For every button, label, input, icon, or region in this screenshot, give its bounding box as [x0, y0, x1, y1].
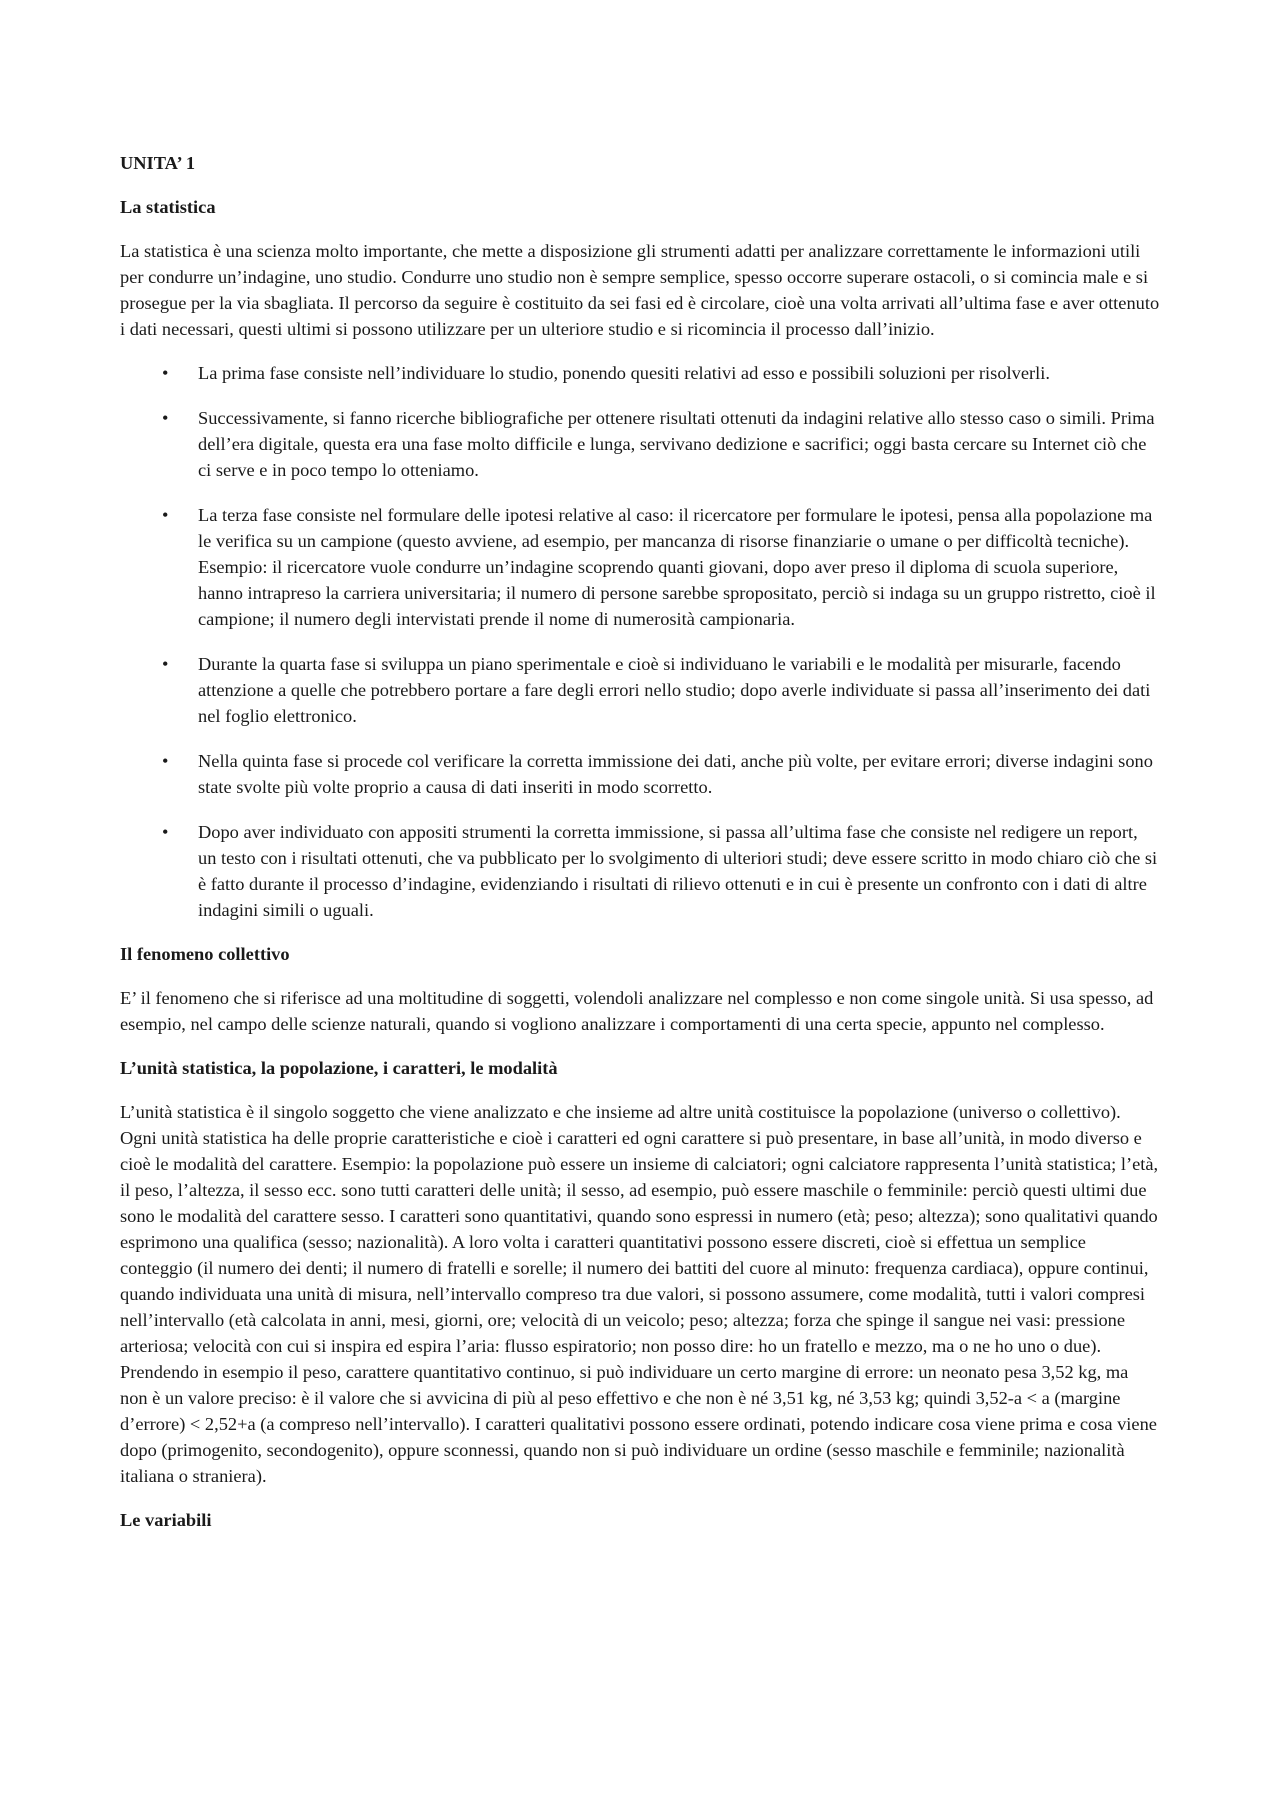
list-item-text: La terza fase consiste nel formulare delle ipotesi relative al caso: il ricercatore per formulare le ipotesi, pensa alla popolazione ma le verifica su un campione (questo avviene, ad esempio, per mancanza di risorse finanziarie o umane o per difficoltà tecniche). Esempio: il ricercatore vuole condurre un’indagine scoprendo quanti giovani, dopo aver preso il diploma di scuola superiore, hanno intrapreso la carriera universitaria; il numero di persone sarebbe spropositato, perciò si indaga su un gruppo ristretto, cioè il campione; il numero degli intervistati prende il nome di numerosità campionaria. — [198, 505, 1156, 629]
section-heading-fenomeno-collettivo: Il fenomeno collettivo — [120, 944, 290, 964]
list-item-text: La prima fase consiste nell’individuare lo studio, ponendo quesiti relativi ad esso e possibili soluzioni per risolverli. — [198, 363, 1050, 383]
paragraph-unita-statistica: L’unità statistica è il singolo soggetto che viene analizzato e che insieme ad altre unità costituisce la popolazione (universo o collettivo). Ogni unità statistica ha delle proprie caratteristiche e cioè i caratteri ed ogni carattere si può presentare, in base all’unità, in modo diverso e cioè le modalità del carattere. Esempio: la popolazione può essere un insieme di calciatori; ogni calciatore rappresenta l’unità statistica; l’età, il peso, l’altezza, il sesso ecc. sono tutti caratteri delle unità; il sesso, ad esempio, può essere maschile o femminile: perciò questi ultimi due sono le modalità del carattere sesso. I caratteri sono quantitativi, quando sono espressi in numero (età; peso; altezza); sono qualitativi quando esprimono una qualifica (sesso; nazionalità). A loro volta i caratteri quantitativi possono essere discreti, cioè si effettua un semplice conteggio (il numero dei denti; il numero di fratelli e sorelle; il numero dei battiti del cuore al minuto: frequenza cardiaca), oppure continui, quando individuata una unità di misura, nell’intervallo compreso tra due valori, si possono assumere, come modalità, tutti i valori compresi nell’intervallo (età calcolata in anni, mesi, giorni, ore; velocità di un veicolo; peso; altezza; forza che spinge il sangue nei vasi: pressione arteriosa; velocità con cui si inspira ed espira l’aria: flusso espiratorio; non posso dire: ho un fratello e mezzo, ma o ne ho uno o due). Prendendo in esempio il peso, carattere quantitativo continuo, si può individuare un certo margine di errore: un neonato pesa 3,52 kg, ma non è un valore preciso: è il valore che si avvicina di più al peso effettivo e che non è né 3,51 kg, né 3,53 kg; quindi 3,52-a < a (margine d’errore) < 2,52+a (a compreso nell’intervallo). I caratteri qualitativi possono essere ordinati, potendo indicare cosa viene prima e cosa viene dopo (primogenito, secondogenito), oppure sconnessi, quando non si può individuare un ordine (sesso maschile e femminile; nazionalità italiana o straniera). — [120, 1102, 1159, 1486]
list-item-text: Dopo aver individuato con appositi strumenti la corretta immissione, si passa all’ultima fase che consiste nel redigere un report, un testo con i risultati ottenuti, che va pubblicato per lo svolgimento di ulteriori studi; deve essere scritto in modo chiaro ciò che si è fatto durante il processo d’indagine, evidenziando i risultati di rilievo ottenuti e in cui è presente un confronto con i dati di altre indagini simili o uguali. — [198, 822, 1158, 920]
list-item — [120, 502, 1160, 632]
list-item — [120, 651, 1160, 729]
unit-title: UNITA’ 1 — [120, 153, 196, 173]
list-item-text: Durante la quarta fase si sviluppa un piano sperimentale e cioè si individuano le variabili e le modalità per misurarle, facendo attenzione a quelle che potrebbero portare a fare degli errori nello studio; dopo averle individuate si passa all’inserimento dei dati nel foglio elettronico. — [198, 654, 1151, 726]
phases-list — [120, 360, 1160, 923]
section-heading-variabili: Le variabili — [120, 1510, 212, 1530]
bullet-icon: • — [162, 751, 169, 771]
bullet-icon: • — [162, 822, 169, 842]
paragraph-fenomeno-collettivo: E’ il fenomeno che si riferisce ad una moltitudine di soggetti, volendoli analizzare nel complesso e non come singole unità. Si usa spesso, ad esempio, nel campo delle scienze naturali, quando si vogliono analizzare i comportamenti di una certa specie, appunto nel complesso. — [120, 988, 1154, 1034]
bullet-icon: • — [162, 654, 169, 674]
list-item-text: Nella quinta fase si procede col verificare la corretta immissione dei dati, anche più volte, per evitare errori; diverse indagini sono state svolte più volte proprio a causa di dati inseriti in modo scorretto. — [198, 751, 1153, 797]
bullet-icon: • — [162, 363, 169, 383]
bullet-icon: • — [162, 505, 169, 525]
list-item — [120, 748, 1160, 800]
list-item — [120, 405, 1160, 483]
paragraph-statistica: La statistica è una scienza molto importante, che mette a disposizione gli strumenti adatti per analizzare correttamente le informazioni utili per condurre un’indagine, uno studio. Condurre uno studio non è sempre semplice, spesso occorre superare ostacoli, o si comincia male e si prosegue per la via sbagliata. Il percorso da seguire è costituito da sei fasi ed è circolare, cioè una volta arrivati all’ultima fase e aver ottenuto i dati necessari, questi ultimi si possono utilizzare per un ulteriore studio e si ricomincia il processo dall’inizio. — [120, 241, 1160, 339]
section-heading-statistica: La statistica — [120, 197, 216, 217]
document-page — [120, 150, 1160, 1551]
list-item — [120, 819, 1160, 923]
list-item — [120, 360, 1160, 386]
bullet-icon: • — [162, 408, 169, 428]
list-item-text: Successivamente, si fanno ricerche bibliografiche per ottenere risultati ottenuti da indagini relative allo stesso caso o simili. Prima dell’era digitale, questa era una fase molto difficile e lunga, servivano dedizione e sacrifici; oggi basta cercare su Internet ciò che ci serve e in poco tempo lo otteniamo. — [198, 408, 1155, 480]
section-heading-unita-statistica: L’unità statistica, la popolazione, i caratteri, le modalità — [120, 1058, 558, 1078]
